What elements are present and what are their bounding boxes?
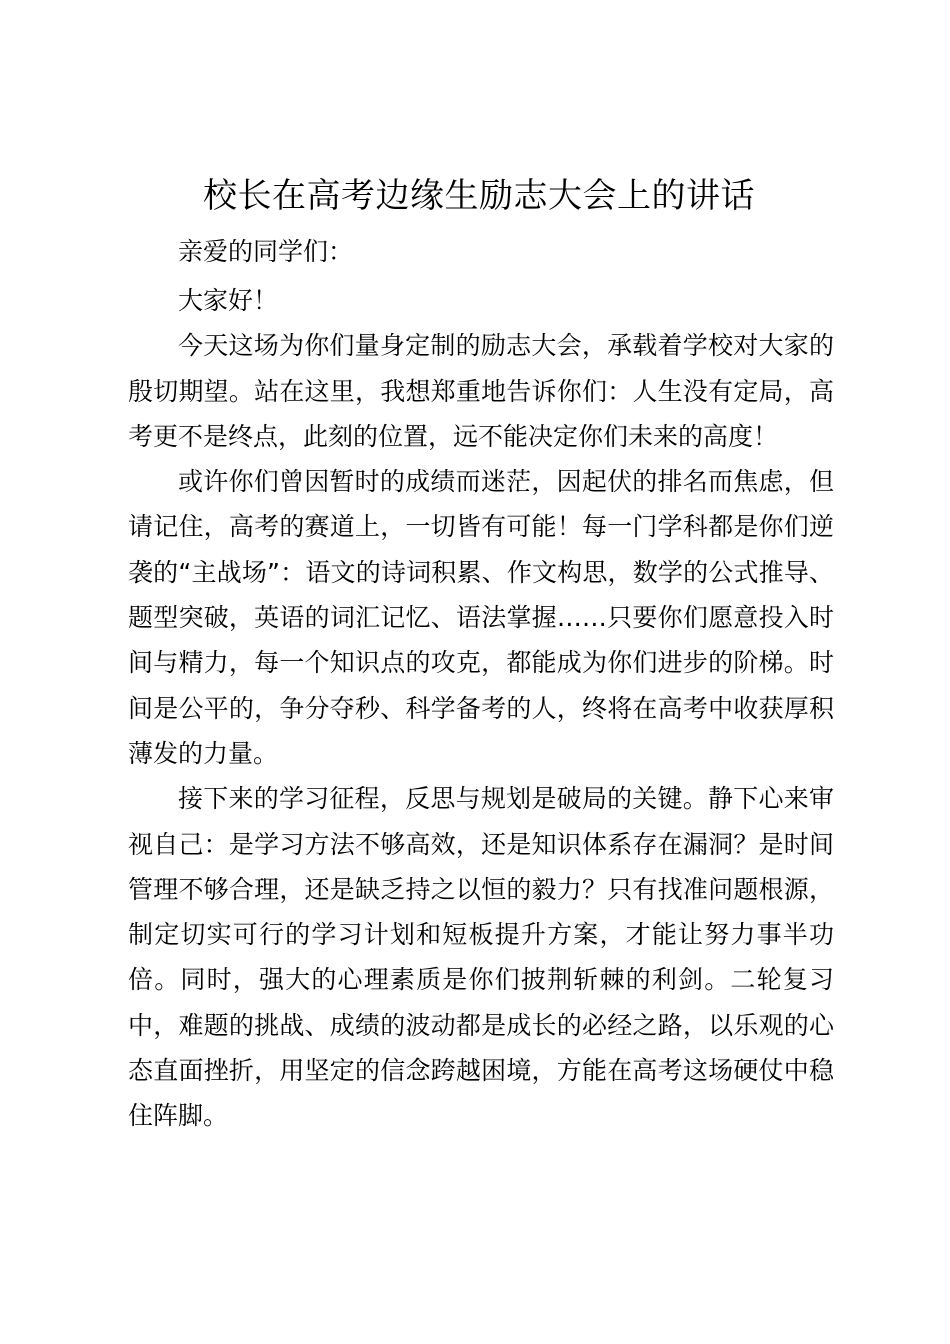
paragraph: 接下来的学习征程，反思与规划是破局的关键。静下心来审视自己：是学习方法不够高效，还是知识体系存在漏洞？是时间管理不够合理，还是缺乏持之以恒的毅力？只有找准问题根源，制定切实可行的学习计划和短板提升方案，才能让努力事半功倍。同时，强大的心理素质是你们披荆斩棘的利剑。二轮复习中，难题的挑战、成绩的波动都是成长的必经之路，以乐观的心态直面挫折，用坚定的信念跨越困境，方能在高考这场硬仗中稳住阵脚。 bbox=[128, 784, 834, 1131]
document-body bbox=[128, 226, 834, 1139]
hello-line: 大家好！ bbox=[178, 286, 279, 315]
paragraph: 或许你们曾因暂时的成绩而迷茫，因起伏的排名而焦虑，但请记住，高考的赛道上，一切皆有可能！每一门学科都是你们逆袭的“主战场”：语文的诗词积累、作文构思，数学的公式推导、题型突破，英语的词汇记忆、语法掌握……只要你们愿意投入时间与精力，每一个知识点的攻克，都能成为你们进步的阶梯。时间是公平的，争分夺秒、科学备考的人，终将在高考中收获厚积薄发的力量。 bbox=[128, 467, 834, 768]
paragraph: 今天这场为你们量身定制的励志大会，承载着学校对大家的殷切期望。站在这里，我想郑重地告诉你们：人生没有定局，高考更不是终点，此刻的位置，远不能决定你们未来的高度！ bbox=[128, 331, 834, 451]
greeting-line: 亲爱的同学们： bbox=[178, 237, 354, 266]
document-title: 校长在高考边缘生励志大会上的讲话 bbox=[203, 176, 755, 216]
